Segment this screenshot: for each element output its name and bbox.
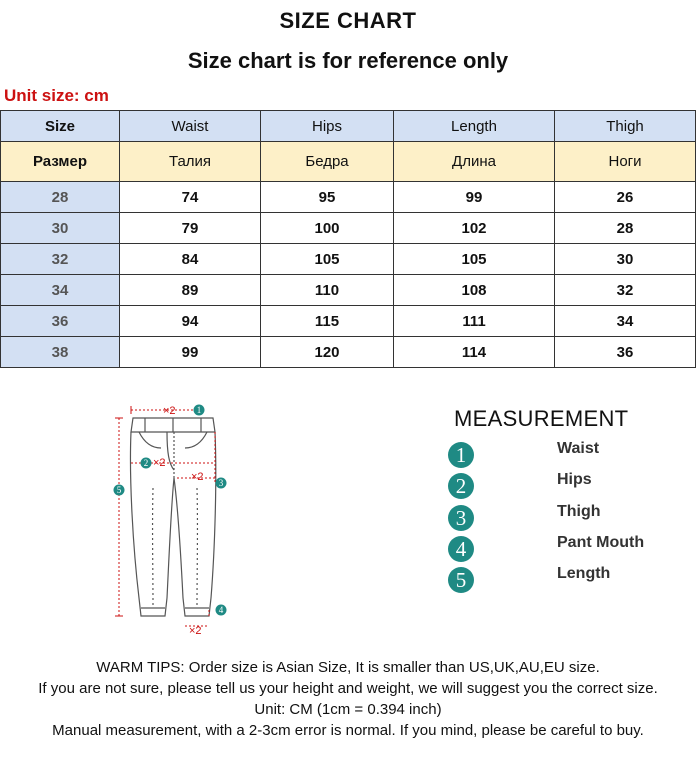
header-cell: Thigh xyxy=(555,111,696,142)
header-row-en xyxy=(1,111,696,142)
number-3-icon: 3 xyxy=(448,505,474,531)
table-cell: 120 xyxy=(261,337,394,368)
table-cell: 30 xyxy=(555,244,696,275)
table-cell: 115 xyxy=(261,306,394,337)
table-row xyxy=(1,182,696,213)
header-cell: Ноги xyxy=(555,142,696,182)
number-5-icon: 5 xyxy=(448,567,474,593)
header-cell: Length xyxy=(394,111,555,142)
measurement-label: Pant Mouth xyxy=(557,534,645,551)
number-4-icon: 4 xyxy=(448,536,474,562)
number-1-icon: 1 xyxy=(448,442,474,468)
header-cell: Талия xyxy=(120,142,261,182)
table-row xyxy=(1,244,696,275)
header-cell: Бедра xyxy=(261,142,394,182)
svg-text:3: 3 xyxy=(218,478,224,488)
measurement-title: MEASUREMENT xyxy=(454,406,629,431)
tip-line: WARM TIPS: Order size is Asian Size, It is smaller than US,UK,AU,EU size. xyxy=(96,659,600,676)
table-cell: 111 xyxy=(394,306,555,337)
table-cell: 26 xyxy=(555,182,696,213)
measurement-label: Length xyxy=(557,565,611,582)
marker-1-icon xyxy=(194,405,205,416)
size-cell: 30 xyxy=(1,213,120,244)
number-2-icon: 2 xyxy=(448,473,474,499)
table-cell: 34 xyxy=(555,306,696,337)
marker-2-icon xyxy=(141,458,152,469)
table-cell: 108 xyxy=(394,275,555,306)
table-cell: 28 xyxy=(555,213,696,244)
header-cell: Hips xyxy=(261,111,394,142)
table-cell: 99 xyxy=(120,337,261,368)
size-cell: 34 xyxy=(1,275,120,306)
table-cell: 105 xyxy=(394,244,555,275)
svg-text:4: 4 xyxy=(218,605,224,615)
size-cell: 28 xyxy=(1,182,120,213)
header-cell: Длина xyxy=(394,142,555,182)
table-row xyxy=(1,306,696,337)
size-cell: 32 xyxy=(1,244,120,275)
size-cell: 36 xyxy=(1,306,120,337)
table-cell: 102 xyxy=(394,213,555,244)
measure-lines xyxy=(115,406,215,626)
measurement-label: Hips xyxy=(557,471,592,488)
table-cell: 95 xyxy=(261,182,394,213)
table-cell: 105 xyxy=(261,244,394,275)
table-row xyxy=(1,337,696,368)
pants-diagram xyxy=(105,398,245,638)
table-cell: 36 xyxy=(555,337,696,368)
header-row-ru xyxy=(1,142,696,182)
marker-3-icon xyxy=(216,478,227,489)
measurement-label: Waist xyxy=(557,440,600,457)
x2-label: ×2 xyxy=(163,405,176,417)
table-cell: 84 xyxy=(120,244,261,275)
table-cell: 99 xyxy=(394,182,555,213)
svg-text:1: 1 xyxy=(196,405,202,415)
page-title: SIZE CHART xyxy=(279,8,417,33)
table-row xyxy=(1,213,696,244)
size-cell: 38 xyxy=(1,337,120,368)
marker-4-icon xyxy=(216,605,227,616)
table-cell: 110 xyxy=(261,275,394,306)
table-cell: 79 xyxy=(120,213,261,244)
header-cell: Waist xyxy=(120,111,261,142)
warm-tips xyxy=(0,657,696,741)
header-cell: Размер xyxy=(1,142,120,182)
table-cell: 89 xyxy=(120,275,261,306)
x2-label: ×2 xyxy=(153,457,166,469)
x2-label: ×2 xyxy=(191,471,204,483)
pants-outline xyxy=(130,418,215,616)
header-cell: Size xyxy=(1,111,120,142)
tip-line: Manual measurement, with a 2-3cm error is normal. If you mind, please be careful to buy. xyxy=(52,722,644,739)
tip-line: Unit: CM (1cm = 0.394 inch) xyxy=(254,701,442,718)
table-cell: 74 xyxy=(120,182,261,213)
x2-label: ×2 xyxy=(189,625,202,637)
unit-label: Unit size: cm xyxy=(4,86,109,105)
marker-5-icon xyxy=(114,485,125,496)
svg-text:5: 5 xyxy=(116,485,122,495)
table-cell: 100 xyxy=(261,213,394,244)
table-cell: 94 xyxy=(120,306,261,337)
size-table xyxy=(0,110,696,368)
table-row xyxy=(1,275,696,306)
table-cell: 114 xyxy=(394,337,555,368)
svg-text:2: 2 xyxy=(143,458,149,468)
page-subtitle: Size chart is for reference only xyxy=(187,48,509,73)
measurement-label: Thigh xyxy=(557,503,601,520)
tip-line: If you are not sure, please tell us your height and weight, we will suggest you the correct size. xyxy=(38,680,658,697)
table-cell: 32 xyxy=(555,275,696,306)
